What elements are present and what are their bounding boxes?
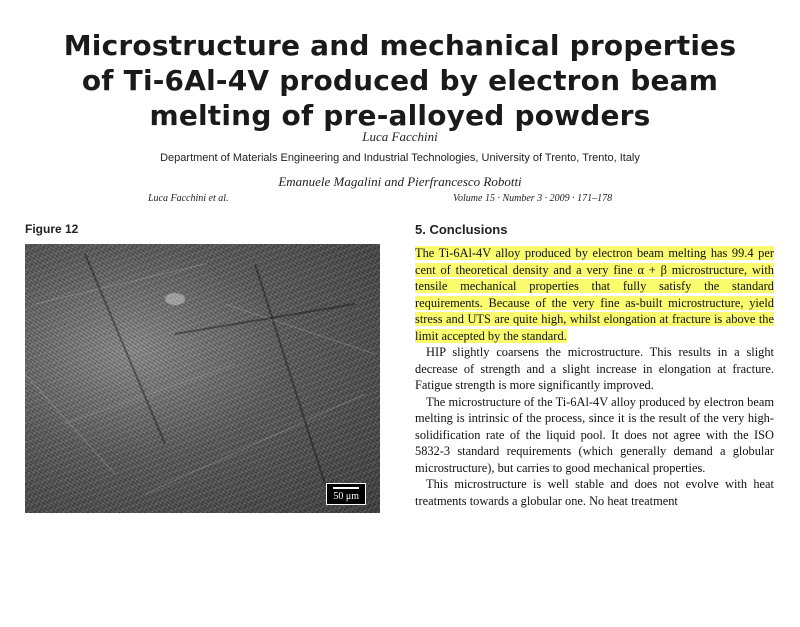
author-primary: Luca Facchini (362, 129, 438, 144)
author-coauthors: Emanuele Magalini and Pierfrancesco Robotti (278, 174, 522, 189)
title-line-2: of Ti-6Al-4V produced by electron beam (81, 64, 719, 97)
paragraph-1 (415, 245, 774, 344)
figure-label: Figure 12 (25, 222, 79, 236)
micrograph-texture (25, 244, 380, 513)
paragraph-3: The microstructure of the Ti-6Al-4V alloy produced by electron beam melting is intrinsic of the process, since it is the result of the very high-solidification rate of the liquid pool. It does not agree with the ISO 5832-3 standard requirements (which generally demand a globular microstructure), but carries to good mechanical properties. (415, 394, 774, 475)
scale-bar-label: 50 μm (333, 491, 359, 502)
title-line-1: Microstructure and mechanical properties (63, 29, 737, 62)
scale-bar-line (333, 487, 359, 489)
affiliation: Department of Materials Engineering and Industrial Technologies, University of Trento, Trento, Italy (160, 152, 640, 164)
title-line-3: melting of pre-alloyed powders (149, 99, 651, 132)
highlighted-text: The Ti-6Al-4V alloy produced by electron beam melting has 99.4 per cent of theoretical density and a very fine α + β microstructure, with tensile mechanical properties that fully satisfy the standard requirements. Because of the very fine as-built microstructure, yield stress and UTS are quite high, whilst elongation at fracture is above the limit accepted by the standard. (415, 246, 774, 343)
paragraph-2: HIP slightly coarsens the microstructure. This results in a slight decrease of strength and a slight increase in elongation at fracture. Fatigue strength is more significantly improved. (415, 345, 774, 392)
paragraph-4: This microstructure is well stable and does not evolve with heat treatments towards a globular one. No heat treatment (415, 477, 774, 508)
micrograph-image (25, 244, 380, 513)
running-header-authors: Luca Facchini et al. (148, 193, 229, 204)
conclusions-body (415, 245, 774, 509)
section-heading: 5. Conclusions (415, 222, 508, 237)
running-header-citation: Volume 15 · Number 3 · 2009 · 171–178 (453, 193, 613, 204)
paper-title (40, 28, 760, 133)
scale-bar (326, 483, 366, 505)
